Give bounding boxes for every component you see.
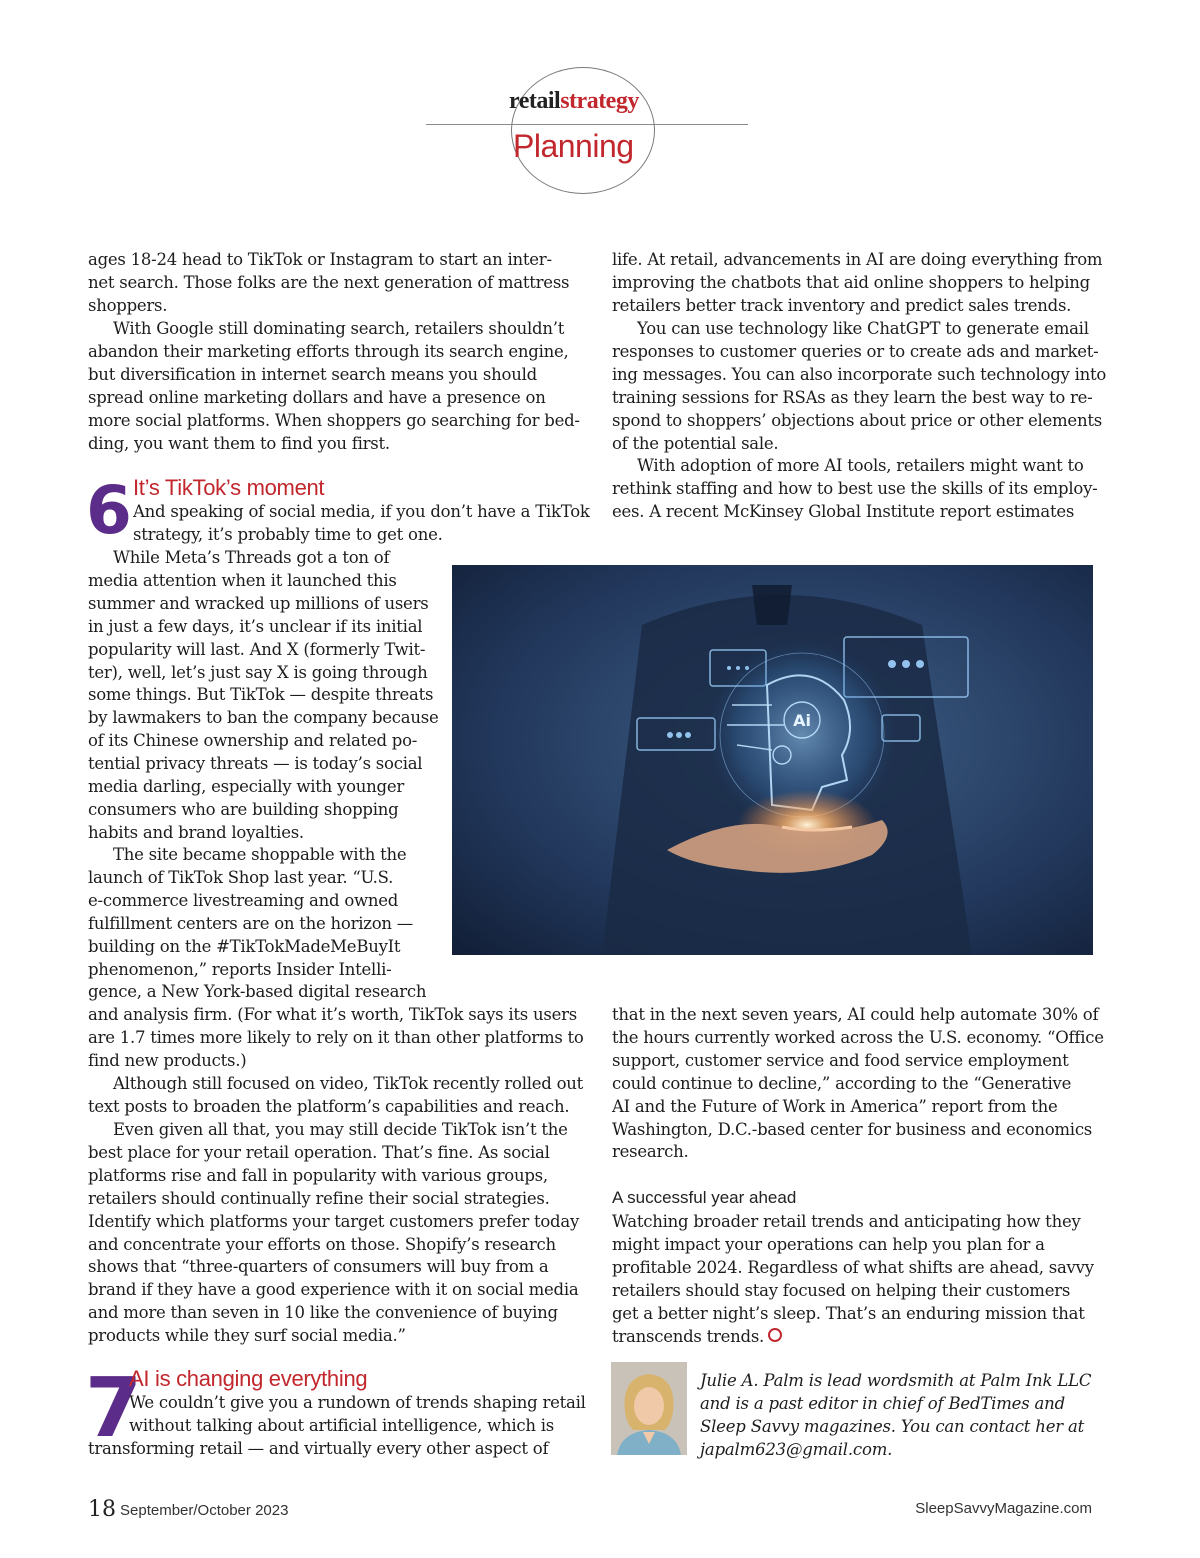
section-7-tail: transforming retail — and virtually every other aspect of	[88, 1439, 549, 1458]
text-line: The site became shoppable with the	[113, 845, 407, 864]
text-line: some things. But TikTok — despite threats	[88, 685, 434, 705]
text-line: transcends trends.	[612, 1326, 765, 1346]
section-label-retail: retail	[509, 88, 561, 114]
last-line-wrap	[612, 1326, 1094, 1349]
paragraph-video	[88, 1073, 583, 1119]
text-line: media attention when it launched this	[88, 570, 397, 590]
text-line: Identify which platforms your target customers prefer today	[88, 1211, 580, 1231]
section-7-heading: AI is changing everything	[129, 1366, 368, 1391]
author-bio	[700, 1370, 1091, 1462]
section-label	[509, 88, 659, 115]
text-line: Watching broader retail trends and anticipating how they	[612, 1212, 1081, 1231]
paragraph-intro	[88, 249, 569, 318]
text-line: find new products.)	[88, 1051, 247, 1071]
text-line: and is a past editor in chief of BedTimes and	[700, 1393, 1065, 1413]
website-url: SleepSavvyMagazine.com	[915, 1500, 1092, 1517]
text-line: fulfillment centers are on the horizon —	[88, 913, 414, 933]
text-line: without talking about artificial intelligence, which is	[129, 1415, 554, 1435]
text-line: of the potential sale.	[612, 433, 779, 453]
text-line: spread online marketing dollars and have a presence on	[88, 387, 546, 407]
text-line: profitable 2024. Regardless of what shifts are ahead, savvy	[612, 1257, 1094, 1277]
text-line: net search. Those folks are the next generation of mattress	[88, 272, 570, 292]
text-line: but diversification in internet search means you should	[88, 364, 537, 384]
text-line: in just a few days, it’s unclear if its initial	[88, 616, 423, 636]
text-line: popularity will last. And X (formerly Twit-	[88, 639, 426, 659]
paragraph-chatgpt	[612, 318, 1106, 455]
paragraph-google	[88, 318, 580, 455]
text-line: launch of TikTok Shop last year. “U.S.	[88, 867, 394, 887]
text-line: life. At retail, advancements in AI are doing everything from	[612, 250, 1103, 269]
text-line: more social platforms. When shoppers go searching for bed-	[88, 410, 580, 430]
text-line: and more than seven in 10 like the convenience of buying	[88, 1303, 558, 1323]
text-line: by lawmakers to ban the company because	[88, 708, 439, 728]
text-line: rethink staffing and how to best use the skills of its employ-	[612, 478, 1098, 498]
ai-illustration	[452, 565, 1093, 955]
section-7-lead	[129, 1392, 586, 1438]
text-line: strategy, it’s probably time to get one.	[133, 524, 443, 544]
section-sub-label: Planning	[513, 128, 634, 164]
text-line: gence, a New York-based digital research	[88, 982, 427, 1002]
text-line: products while they surf social media.”	[88, 1326, 406, 1346]
text-line: shoppers.	[88, 295, 168, 315]
drop-cap-6: 6	[86, 472, 132, 549]
issue-date: September/October 2023	[120, 1502, 289, 1519]
section-6-heading: It’s TikTok’s moment	[133, 475, 325, 500]
paragraph-life	[612, 249, 1102, 318]
text-line: brand if they have a good experience with it on social media	[88, 1280, 579, 1300]
text-line: phenomenon,” reports Insider Intelli-	[88, 959, 392, 979]
end-of-article-icon	[768, 1328, 782, 1342]
drop-cap-7: 7	[85, 1361, 143, 1456]
text-line: are 1.7 times more likely to rely on it than other platforms to	[88, 1028, 584, 1048]
text-line: training sessions for RSAs as they learn the best way to re-	[612, 387, 1093, 407]
text-line: With Google still dominating search, retailers shouldn’t	[113, 319, 565, 338]
text-line: could continue to decline,” according to the “Generative	[612, 1073, 1072, 1093]
text-line: get a better night’s sleep. That’s an enduring mission that	[612, 1303, 1085, 1323]
text-line: consumers who are building shopping	[88, 799, 399, 819]
text-line: and concentrate your efforts on those. Shopify’s research	[88, 1234, 556, 1254]
text-line: And speaking of social media, if you don’t have a TikTok	[133, 502, 590, 521]
ai-hand-photo	[452, 565, 1093, 955]
paragraph-year-ahead	[612, 1211, 1094, 1348]
text-line: e-commerce livestreaming and owned	[88, 890, 399, 910]
text-line: While Meta’s Threads got a ton of	[113, 548, 390, 567]
text-line: that in the next seven years, AI could help automate 30% of	[612, 1005, 1099, 1024]
text-line: text posts to broaden the platform’s capabilities and reach.	[88, 1096, 570, 1116]
text-line: platforms rise and fall in popularity with various groups,	[88, 1165, 548, 1185]
paragraph-threads	[88, 547, 439, 845]
text-line: japalm623@gmail.com.	[700, 1439, 893, 1459]
paragraph-adoption	[612, 455, 1097, 524]
text-line: Sleep Savvy magazines. You can contact her at	[700, 1416, 1085, 1436]
section-6-lead	[133, 501, 590, 547]
text-line: ding, you want them to find you first.	[88, 433, 390, 453]
text-line: You can use technology like ChatGPT to generate email	[637, 319, 1089, 338]
text-line: building on the #TikTokMadeMeBuyIt	[88, 936, 401, 956]
text-line: improving the chatbots that aid online shoppers to helping	[612, 272, 1090, 292]
text-line: best place for your retail operation. That’s fine. As social	[88, 1142, 550, 1162]
ai-badge-label: Ai	[793, 711, 811, 730]
text-line: Although still focused on video, TikTok recently rolled out	[113, 1074, 584, 1093]
section-label-strategy: strategy	[560, 88, 639, 114]
text-line: shows that “three-quarters of consumers will buy from a	[88, 1257, 549, 1277]
text-line: retailers should stay focused on helping their customers	[612, 1280, 1071, 1300]
text-line: ages 18-24 head to TikTok or Instagram to start an inter-	[88, 250, 552, 269]
text-line: of its Chinese ownership and related po-	[88, 731, 418, 751]
text-line: Even given all that, you may still decide TikTok isn’t the	[113, 1120, 568, 1139]
text-line: AI and the Future of Work in America” report from the	[612, 1096, 1058, 1116]
author-photo	[611, 1362, 687, 1455]
text-line: responses to customer queries or to create ads and market-	[612, 341, 1099, 361]
text-line: retailers better track inventory and predict sales trends.	[612, 295, 1072, 315]
text-line: ing messages. You can also incorporate such technology into	[612, 364, 1107, 384]
text-line: media darling, especially with younger	[88, 777, 405, 797]
text-line: tential privacy threats — is today’s social	[88, 754, 423, 774]
text-line: support, customer service and food service employment	[612, 1050, 1069, 1070]
text-line: summer and wracked up millions of users	[88, 593, 429, 613]
text-line: ees. A recent McKinsey Global Institute report estimates	[612, 501, 1075, 521]
text-line: retailers should continually refine their social strategies.	[88, 1188, 550, 1208]
text-line: With adoption of more AI tools, retailers might want to	[637, 456, 1084, 475]
text-line: We couldn’t give you a rundown of trends shaping retail	[129, 1393, 586, 1412]
text-line: abandon their marketing efforts through its search engine,	[88, 341, 569, 361]
text-line: and analysis firm. (For what it’s worth, TikTok says its users	[88, 1005, 577, 1025]
paragraph-even-given	[88, 1119, 579, 1348]
text-line: ter), well, let’s just say X is going through	[88, 662, 428, 682]
subheading-successful-year: A successful year ahead	[612, 1188, 797, 1207]
text-line: Washington, D.C.-based center for business and economics	[612, 1119, 1093, 1139]
paragraph-seven-years	[612, 1004, 1104, 1164]
text-line: might impact your operations can help you plan for a	[612, 1234, 1045, 1254]
text-line: research.	[612, 1142, 689, 1162]
text-line: Julie A. Palm is lead wordsmith at Palm Ink LLC	[700, 1371, 1092, 1390]
text-line: habits and brand loyalties.	[88, 822, 304, 842]
page-number: 18	[88, 1497, 116, 1522]
text-line: spond to shoppers’ objections about price or other elements	[612, 410, 1102, 430]
text-line: the hours currently worked across the U.S. economy. “Office	[612, 1027, 1104, 1047]
